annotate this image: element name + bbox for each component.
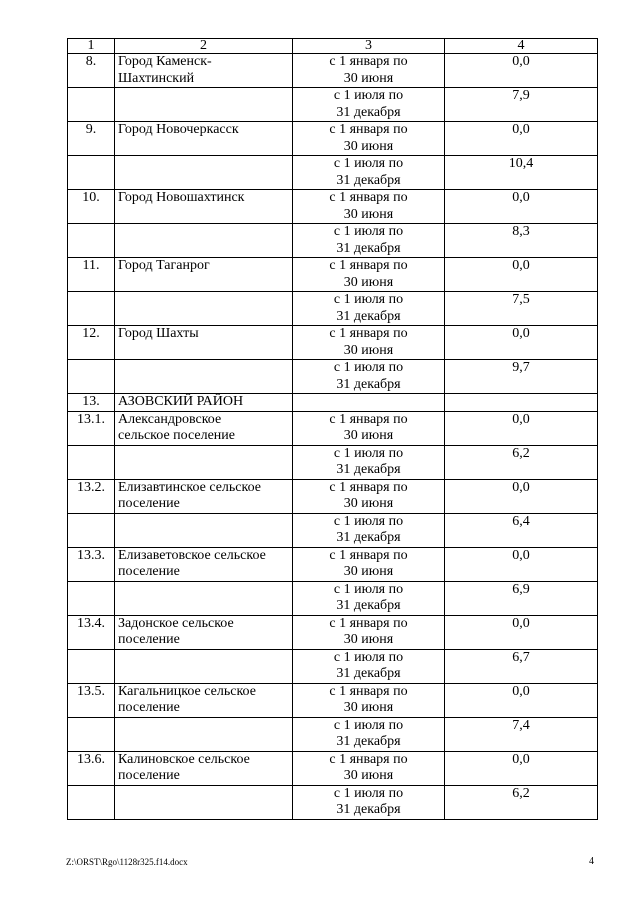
row-number: 13.4. <box>68 615 115 649</box>
row-value: 0,0 <box>445 683 598 717</box>
row-name <box>115 156 293 190</box>
row-name: Елизаветовское сельское поселение <box>115 547 293 581</box>
table-row <box>68 649 598 683</box>
row-value: 0,0 <box>445 54 598 88</box>
footer-file-path: Z:\ORST\Rgo\1128r325.f14.docx <box>66 857 188 867</box>
row-number <box>68 717 115 751</box>
row-name: Город Таганрог <box>115 258 293 292</box>
row-value: 8,3 <box>445 224 598 258</box>
row-number <box>68 360 115 394</box>
row-value: 6,4 <box>445 513 598 547</box>
row-period: с 1 января по 30 июня <box>293 54 445 88</box>
row-period: с 1 января по 30 июня <box>293 326 445 360</box>
row-number: 12. <box>68 326 115 360</box>
row-name: Александровское сельское поселение <box>115 411 293 445</box>
column-header: 3 <box>293 39 445 54</box>
row-period: с 1 января по 30 июня <box>293 615 445 649</box>
row-name: Город Шахты <box>115 326 293 360</box>
column-header: 1 <box>68 39 115 54</box>
row-value: 0,0 <box>445 751 598 785</box>
row-period: с 1 января по 30 июня <box>293 190 445 224</box>
row-name: Задонское сельское поселение <box>115 615 293 649</box>
row-number: 13. <box>68 394 115 412</box>
row-value: 6,2 <box>445 445 598 479</box>
row-number <box>68 513 115 547</box>
row-period: с 1 января по 30 июня <box>293 547 445 581</box>
row-number <box>68 88 115 122</box>
column-header: 2 <box>115 39 293 54</box>
row-value: 0,0 <box>445 547 598 581</box>
table-row <box>68 615 598 649</box>
row-name: Кагальницкое сельское поселение <box>115 683 293 717</box>
row-period: с 1 июля по 31 декабря <box>293 224 445 258</box>
row-number: 10. <box>68 190 115 224</box>
row-value: 0,0 <box>445 190 598 224</box>
row-value: 7,4 <box>445 717 598 751</box>
table-row <box>68 479 598 513</box>
table-row <box>68 411 598 445</box>
row-number <box>68 581 115 615</box>
table-row <box>68 122 598 156</box>
row-number <box>68 292 115 326</box>
row-value: 7,9 <box>445 88 598 122</box>
row-number: 13.2. <box>68 479 115 513</box>
row-number: 13.3. <box>68 547 115 581</box>
row-number <box>68 785 115 819</box>
row-value: 0,0 <box>445 326 598 360</box>
table-row <box>68 445 598 479</box>
row-name <box>115 581 293 615</box>
row-period: с 1 июля по 31 декабря <box>293 785 445 819</box>
row-period: с 1 июля по 31 декабря <box>293 360 445 394</box>
row-period: с 1 июля по 31 декабря <box>293 581 445 615</box>
row-name <box>115 445 293 479</box>
table-row <box>68 224 598 258</box>
row-period: с 1 января по 30 июня <box>293 258 445 292</box>
row-period: с 1 июля по 31 декабря <box>293 88 445 122</box>
row-number <box>68 649 115 683</box>
row-name: АЗОВСКИЙ РАЙОН <box>115 394 293 412</box>
table-header-row <box>68 39 598 54</box>
table-row <box>68 326 598 360</box>
row-period: с 1 июля по 31 декабря <box>293 513 445 547</box>
row-period: с 1 января по 30 июня <box>293 122 445 156</box>
row-period: с 1 июля по 31 декабря <box>293 649 445 683</box>
row-value: 6,9 <box>445 581 598 615</box>
row-number: 9. <box>68 122 115 156</box>
row-value: 0,0 <box>445 411 598 445</box>
table-row <box>68 292 598 326</box>
row-name <box>115 785 293 819</box>
row-name <box>115 360 293 394</box>
row-period: с 1 января по 30 июня <box>293 751 445 785</box>
row-number: 8. <box>68 54 115 88</box>
row-value: 10,4 <box>445 156 598 190</box>
row-number: 13.1. <box>68 411 115 445</box>
table-row <box>68 360 598 394</box>
row-period <box>293 394 445 412</box>
table-row <box>68 54 598 88</box>
page-number: 4 <box>589 856 594 867</box>
row-name <box>115 717 293 751</box>
table-row <box>68 258 598 292</box>
row-value: 7,5 <box>445 292 598 326</box>
row-name <box>115 224 293 258</box>
table-row <box>68 156 598 190</box>
table-row <box>68 394 598 412</box>
row-name <box>115 88 293 122</box>
row-number <box>68 224 115 258</box>
table-row <box>68 683 598 717</box>
row-period: с 1 января по 30 июня <box>293 411 445 445</box>
row-period: с 1 января по 30 июня <box>293 683 445 717</box>
table-row <box>68 751 598 785</box>
row-period: с 1 июля по 31 декабря <box>293 292 445 326</box>
row-name: Город Новошахтинск <box>115 190 293 224</box>
data-table <box>67 38 598 820</box>
row-name: Город Новочеркасск <box>115 122 293 156</box>
table-row <box>68 785 598 819</box>
row-number: 13.5. <box>68 683 115 717</box>
row-number <box>68 156 115 190</box>
row-period: с 1 июля по 31 декабря <box>293 717 445 751</box>
row-value: 0,0 <box>445 122 598 156</box>
column-header: 4 <box>445 39 598 54</box>
table-row <box>68 190 598 224</box>
row-name <box>115 513 293 547</box>
row-period: с 1 июля по 31 декабря <box>293 156 445 190</box>
table-row <box>68 513 598 547</box>
row-value <box>445 394 598 412</box>
table-row <box>68 547 598 581</box>
row-name: Калиновское сельское поселение <box>115 751 293 785</box>
row-value: 9,7 <box>445 360 598 394</box>
row-name: Елизавтинское сельское поселение <box>115 479 293 513</box>
row-number: 13.6. <box>68 751 115 785</box>
row-name: Город Каменск- Шахтинский <box>115 54 293 88</box>
row-value: 0,0 <box>445 615 598 649</box>
row-period: с 1 января по 30 июня <box>293 479 445 513</box>
row-name <box>115 649 293 683</box>
table-row <box>68 581 598 615</box>
table-body <box>68 39 598 820</box>
row-name <box>115 292 293 326</box>
row-value: 6,7 <box>445 649 598 683</box>
row-value: 0,0 <box>445 479 598 513</box>
row-number <box>68 445 115 479</box>
row-value: 0,0 <box>445 258 598 292</box>
table-row <box>68 717 598 751</box>
row-value: 6,2 <box>445 785 598 819</box>
row-number: 11. <box>68 258 115 292</box>
row-period: с 1 июля по 31 декабря <box>293 445 445 479</box>
table-row <box>68 88 598 122</box>
